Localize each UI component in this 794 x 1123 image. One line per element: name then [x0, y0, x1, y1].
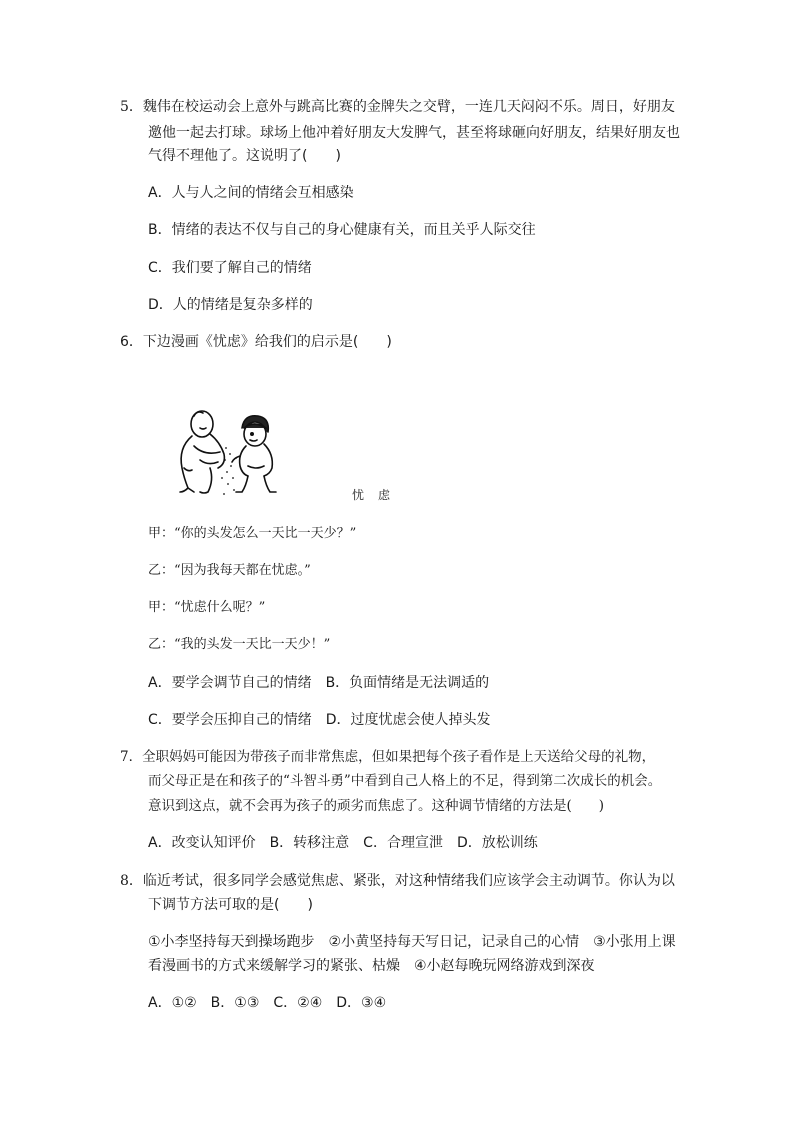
q5-option-d: D．人的情绪是复杂多样的 — [148, 297, 313, 313]
q6-options-row-1: A．要学会调节自己的情绪 B．负面情绪是无法调适的 — [148, 675, 490, 691]
q6-stem: 6．下边漫画《忧虑》给我们的启示是( ) — [120, 334, 392, 350]
q6-dialogue-2: 乙：“因为我每天都在忧虑。” — [148, 563, 311, 578]
q5-stem-line-1: 5．魏伟在校运动会上意外与跳高比赛的金牌失之交臂，一连几天闷闷不乐。周日，好朋友 — [120, 99, 675, 115]
q8-stem-line-2: 下调节方法可取的是( ) — [148, 897, 313, 913]
q5-option-a: A．人与人之间的情绪会互相感染 — [148, 185, 354, 201]
q6-dialogue-1: 甲：“你的头发怎么一天比一天少？” — [148, 526, 357, 541]
worry-cartoon-illustration — [170, 408, 282, 500]
q7-stem-line-3: 意识到这点，就不会再为孩子的顽劣而焦虑了。这种调节情绪的方法是( ) — [148, 798, 605, 814]
q8-options: A．①② B．①③ C．②④ D．③④ — [148, 995, 387, 1011]
cartoon-caption: 忧虑 — [352, 488, 405, 502]
q7-stem-line-2: 而父母正是在和孩子的“斗智斗勇”中看到自己人格上的不足，得到第二次成长的机会。 — [148, 773, 662, 789]
q8-items-line-1: ①小李坚持每天到操场跑步 ②小黄坚持每天写日记，记录自己的心情 ③小张用上课 — [148, 934, 676, 950]
q5-stem-line-3: 气得不理他了。这说明了( ) — [148, 148, 341, 164]
q5-stem-line-2: 邀他一起去打球。球场上他冲着好朋友大发脾气，甚至将球砸向好朋友，结果好朋友也 — [148, 125, 680, 141]
q8-stem-line-1: 8．临近考试，很多同学会感觉焦虑、紧张，对这种情绪我们应该学会主动调节。你认为以 — [120, 873, 675, 889]
q6-dialogue-4: 乙：“我的头发一天比一天少！” — [148, 637, 331, 652]
q5-option-c: C．我们要了解自己的情绪 — [148, 260, 312, 276]
q8-items-line-2: 看漫画书的方式来缓解学习的紧张、枯燥 ④小赵每晚玩网络游戏到深夜 — [148, 958, 595, 974]
q6-dialogue-3: 甲：“忧虑什么呢？” — [148, 600, 266, 615]
q7-options: A．改变认知评价 B．转移注意 C．合理宣泄 D．放松训练 — [148, 835, 538, 851]
q6-options-row-2: C．要学会压抑自己的情绪 D．过度忧虑会使人掉头发 — [148, 712, 491, 728]
q5-option-b: B．情绪的表达不仅与自己的身心健康有关，而且关乎人际交往 — [148, 222, 536, 238]
q7-stem-line-1: 7．全职妈妈可能因为带孩子而非常焦虑，但如果把每个孩子看作是上天送给父母的礼物， — [120, 749, 656, 765]
